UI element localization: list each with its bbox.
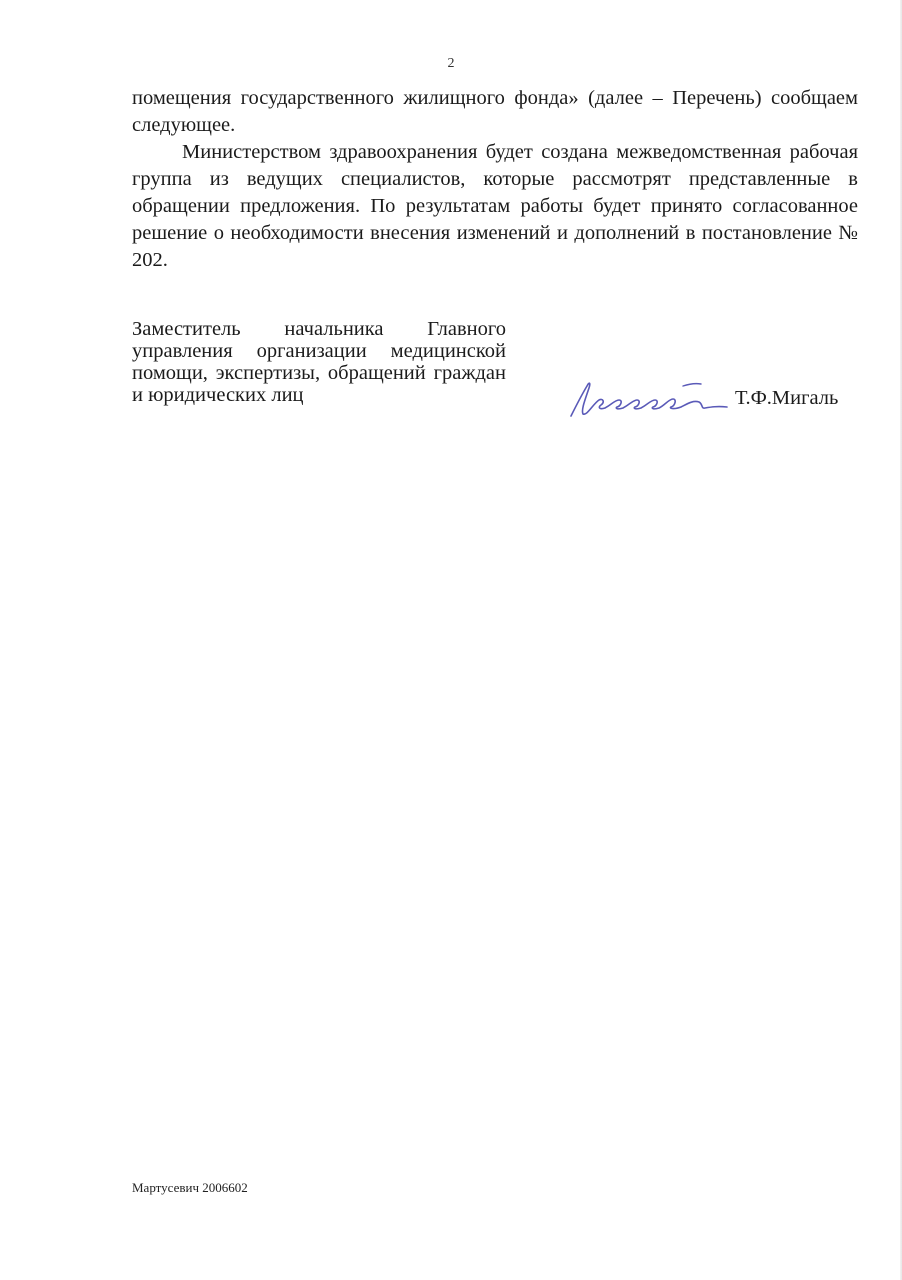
- letter-body: [132, 85, 858, 274]
- signatory-position: Заместитель начальника Главного управления организации медицинской помощи, экспертизы, обращений граждан и юридических лиц: [132, 318, 506, 406]
- body-paragraph-main: Министерством здравоохранения будет создана межведомственная рабочая группа из ведущих специалистов, которые рассмотрят представленные в обращении предложения. По результатам работы будет принято согласованное решение о необходимости внесения изменений и дополнений в постановление № 202.: [132, 141, 858, 271]
- body-paragraph-continuation: помещения государственного жилищного фонда» (далее – Перечень) сообщаем следующее.: [132, 87, 858, 136]
- handwritten-signature: [565, 372, 735, 422]
- signatory-name: Т.Ф.Мигаль: [735, 387, 839, 409]
- page-number: 2: [447, 56, 455, 71]
- executor-note: Мартусевич 2006602: [132, 1180, 248, 1195]
